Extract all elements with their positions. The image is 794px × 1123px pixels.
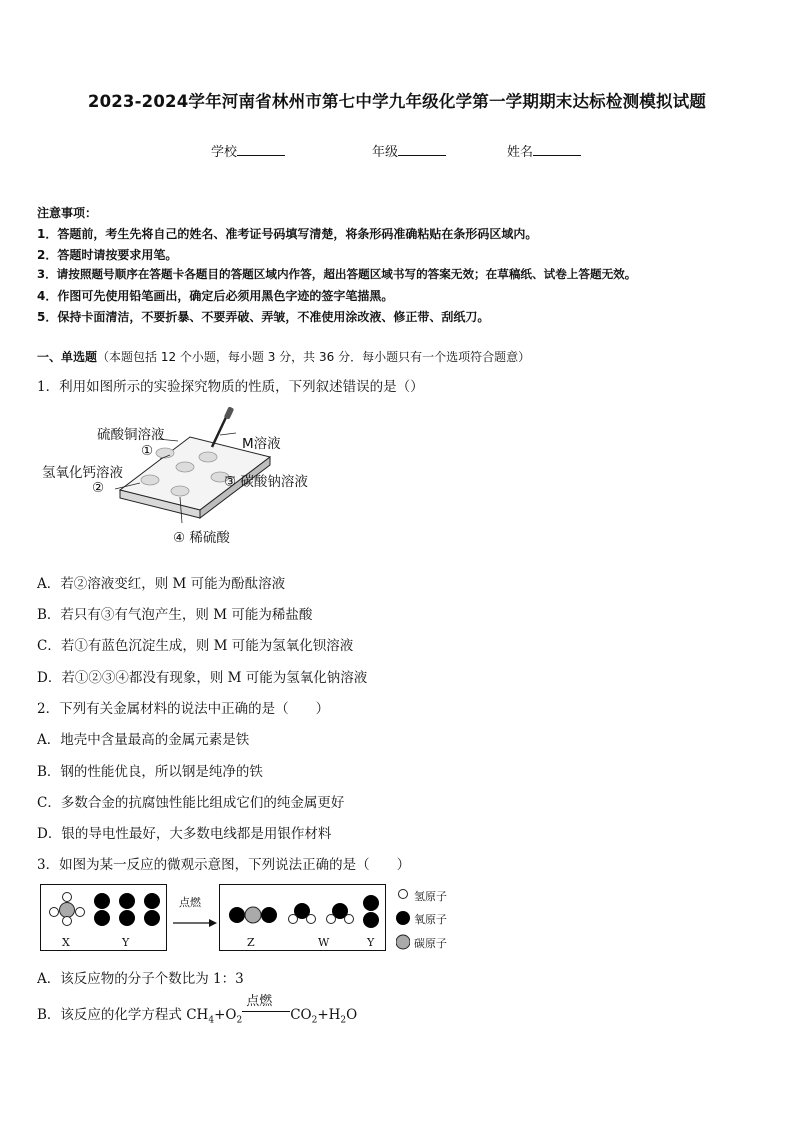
q2-stem: 2．下列有关金属材料的说法中正确的是（ ） (37, 701, 330, 717)
atom-legend-symbols (396, 888, 410, 950)
q3-b-prefix: B．该反应的化学方程式 CH (37, 1007, 209, 1023)
notice-item: 5．保持卡面清洁，不要折暴、不要弄破、弄皱，不准使用涂改液、修正带、刮纸刀。 (37, 310, 490, 324)
school-field (211, 141, 285, 160)
legend-oxygen: 氧原子 (414, 913, 447, 926)
q3-b-equals (242, 994, 290, 1019)
notice-item: 3．请按照题号顺序在答题卡各题目的答题区域内作答，超出答题区域书写的答案无效；在草稿纸、试卷上答题无效。 (37, 267, 637, 281)
product-molecules (220, 885, 385, 950)
q2-option-b: B．钢的性能优良，所以钢是纯净的铁 (37, 764, 263, 780)
q1-option-a: A．若②溶液变红，则 M 可能为酚酞溶液 (37, 576, 286, 592)
q3-b-sub3: 2 (311, 1015, 318, 1026)
q1-circle-1: ① (141, 443, 154, 459)
q3-b-last: O (346, 1007, 358, 1023)
label-z: Z (247, 936, 255, 949)
q1-circle-2: ② (92, 480, 105, 496)
q3-option-b (37, 994, 358, 1026)
grade-blank (398, 143, 446, 156)
reactant-molecules (41, 885, 166, 950)
section-heading (37, 348, 530, 365)
school-label: 学校 (211, 145, 238, 160)
q1-label-calcium-hydroxide: 氢氧化钙溶液 (42, 465, 123, 481)
name-blank (533, 143, 581, 156)
q3-b-end: +H (317, 1007, 341, 1023)
q1-option-d: D．若①②③④都没有现象，则 M 可能为氢氧化钠溶液 (37, 670, 368, 686)
q2-option-c: C．多数合金的抗腐蚀性能比组成它们的纯金属更好 (37, 795, 345, 811)
school-blank (237, 143, 285, 156)
q1-label-m-solution: M溶液 (242, 436, 281, 452)
q1-label-dilute-sulfuric-acid: ④ 稀硫酸 (173, 530, 230, 546)
name-field (507, 141, 581, 160)
label-y: Y (122, 936, 130, 949)
products-box (219, 884, 386, 951)
reaction-condition: 点燃 (179, 896, 201, 909)
hydrogen-atom-icon (399, 890, 408, 899)
oxygen-atom-icon (396, 911, 410, 925)
notice-heading: 注意事项： (37, 206, 98, 220)
q3-b-sub1: 4 (208, 1015, 215, 1026)
q2-option-d: D．银的导电性最好，大多数电线都是用银作材料 (37, 826, 332, 842)
notice-item: 2．答题时请按要求用笔。 (37, 248, 178, 262)
q1-label-sodium-carbonate: ③ 碳酸钠溶液 (224, 474, 308, 490)
name-label: 姓名 (507, 145, 534, 160)
page-title: 2023-2024学年河南省林州市第七中学九年级化学第一学期期末达标检测模拟试题 (87, 92, 707, 111)
q2-option-a: A．地壳中含量最高的金属元素是铁 (37, 732, 250, 748)
q1-option-c: C．若①有蓝色沉淀生成，则 M 可能为氢氧化钡溶液 (37, 638, 354, 654)
label-x: X (62, 936, 70, 949)
legend-hydrogen: 氢原子 (414, 890, 447, 903)
carbon-atom-icon (396, 935, 410, 949)
q3-b-sub2: 2 (236, 1015, 243, 1026)
q1-label-copper-sulfate: 硫酸铜溶液 (97, 427, 165, 443)
grade-field (372, 141, 446, 160)
notice-item: 1．答题前，考生先将自己的姓名、准考证号码填写清楚，将条形码准确粘贴在条形码区域内。 (37, 227, 538, 241)
section-desc: （本题包括 12 个小题，每小题 3 分，共 36 分．每小题只有一个选项符合题意） (97, 350, 531, 364)
reaction-arrow (173, 912, 217, 920)
grade-label: 年级 (372, 145, 399, 160)
q3-b-mid: +O (214, 1007, 237, 1023)
label-y2: Y (367, 936, 375, 949)
q3-stem: 3．如图为某一反应的微观示意图，下列说法正确的是（ ） (37, 857, 411, 873)
q3-b-after: CO (290, 1007, 312, 1023)
label-w: W (318, 936, 330, 949)
q1-stem: 1．利用如图所示的实验探究物质的性质，下列叙述错误的是（） (37, 379, 424, 395)
reactants-box (40, 884, 167, 951)
legend-carbon: 碳原子 (414, 937, 447, 950)
arrow-icon (173, 919, 217, 927)
q3-b-condition: 点燃 (246, 994, 273, 1009)
q3-b-sub4: 2 (340, 1015, 347, 1026)
section-label: 一、单选题 (37, 350, 98, 364)
notice-item: 4．作图可先使用铅笔画出，确定后必须用黑色字迹的签字笔描黑。 (37, 289, 394, 303)
q3-option-a: A．该反应物的分子个数比为 1：3 (37, 971, 244, 987)
q1-option-b: B．若只有③有气泡产生，则 M 可能为稀盐酸 (37, 607, 313, 623)
